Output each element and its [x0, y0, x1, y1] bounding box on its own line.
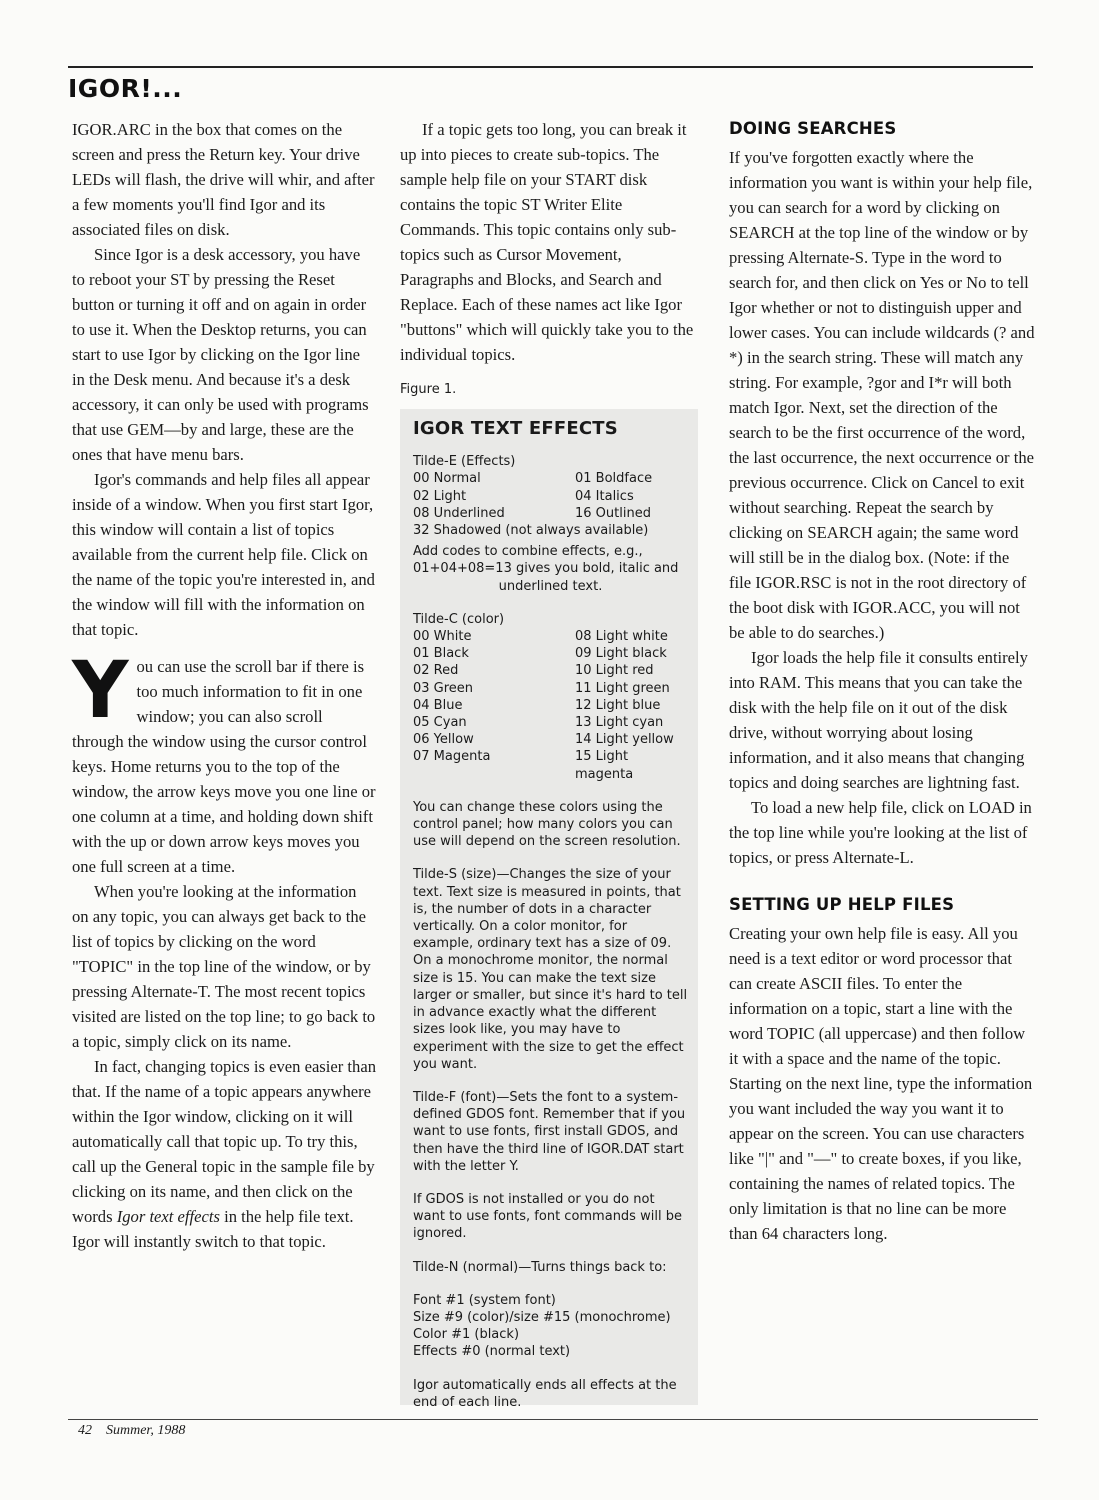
effect-code: 04 Italics — [575, 488, 634, 504]
font-description: Tilde-F (font)—Sets the font to a system-defined GDOS font. Remember that if you want to use fonts, first install GDOS, and then have the third line of IGOR.DAT start with the letter Y. — [413, 1089, 686, 1174]
page-footer — [78, 1423, 199, 1439]
color-code: 01 Black — [413, 646, 469, 662]
color-row — [413, 714, 688, 731]
color-code: 04 Blue — [413, 697, 463, 713]
size-description: Tilde-S (size)—Changes the size of your text. Text size is measured in points, that is, the number of dots in a character vertically. On a color monitor, for example, ordinary text has a size of 09. On a monochrome monitor, the normal size is 15. You can make the text size larger or smaller, but since it's hard to tell in advance exactly what the different sizes look like, you may have to experiment with the size to get the effect you want. — [413, 867, 688, 1072]
color-code: 15 Light magenta — [575, 749, 634, 782]
text-effects-sidebar — [400, 409, 698, 1410]
paragraph: If you've forgotten exactly where the information you want is within your help file, you can search for a word by clicking on SEARCH at the top line of the window or by pressing Alternate-S. Type in the word to search for, and then click on Yes or No to tell Igor whether or not to distinguish upper and lower cases. You can include wildcards (? and *) in the search string. These will match any string. For example, ?gor and I*r will both match Igor. Next, set the direction of the search to be the first occurrence of the word, the last occurrence, the next occurrence or the previous occurrence. Click on Cancel to exit without searching. Repeat the search by clicking on SEARCH again; the same word will still be in the dialog box. (Note: if the file IGOR.RSC is not in the root directory of the boot disk with IGOR.ACC, you will not be able to do searches.) — [729, 148, 1035, 642]
paragraph — [72, 1054, 376, 1254]
color-row — [413, 662, 688, 679]
paragraph: Creating your own help file is easy. All you need is a text editor or word processor that can create ASCII files. To enter the information on a topic, start a line with the word TOPIC (all uppercase) and then follow it with a space and the name of the topic. Starting on the next line, type the information you want included the way you want it to appear on the screen. You can use characters like "|" and "—" to create boxes, if you like, containing the names of related topics. The only limitation is that no line can be more than 64 characters long. — [729, 924, 1033, 1243]
color-code: 06 Yellow — [413, 732, 474, 748]
normal-list-item: Font #1 (system font) — [413, 1292, 556, 1308]
paragraph: To load a new help file, click on LOAD in the top line while you're looking at the list of topics, or press Alternate-L. — [729, 798, 1032, 867]
color-code: 13 Light cyan — [575, 715, 664, 731]
color-code: 09 Light black — [575, 646, 667, 662]
color-code: 02 Red — [413, 663, 459, 679]
gdos-note: If GDOS is not installed or you do not want to use fonts, font commands will be ignored. — [413, 1191, 682, 1242]
effect-code: 01 Boldface — [575, 471, 653, 487]
effects-row — [413, 488, 688, 505]
combine-line: underlined text. — [498, 578, 603, 594]
effect-code: 08 Underlined — [413, 505, 505, 521]
color-code: 14 Light yellow — [575, 732, 674, 748]
page-title: IGOR!... — [68, 74, 183, 103]
color-note: You can change these colors using the control panel; how many colors you can use will depend on the screen resolution. — [413, 799, 681, 850]
effect-code: 02 Light — [413, 488, 467, 504]
effects-row — [413, 505, 688, 522]
dropcap-paragraph-text: ou can use the scroll bar if there is too much information to fit in one window; you can also scroll through the window using the cursor control keys. Home returns you to the top of the window, the arrow keys move you one line or one column at a time, and holding down shift with the up or down arrow keys moves you one full screen at a time. — [72, 657, 376, 876]
color-code: 12 Light blue — [575, 697, 661, 713]
column-3 — [729, 116, 1035, 1246]
section-heading-help-files: SETTING UP HELP FILES — [729, 895, 955, 914]
paragraph: IGOR.ARC in the box that comes on the screen and press the Return key. Your drive LEDs will flash, the drive will whir, and after a few moments you'll find Igor and its associated files on disk. — [72, 120, 375, 239]
effects-block — [413, 453, 688, 539]
paragraph: When you're looking at the information on any topic, you can always get back to the list of topics by clicking on the word "TOPIC" in the top line of the window, or by pressing Alternate-T. The most recent topics visited are listed on the top line; to go back to a topic, simply click on its name. — [72, 882, 376, 1051]
color-code: 10 Light red — [575, 663, 654, 679]
color-heading: Tilde-C (color) — [413, 611, 505, 627]
section-heading-searches: DOING SEARCHES — [729, 119, 897, 138]
dropcap-paragraph — [72, 646, 376, 879]
combine-line: Add codes to combine effects, e.g., — [413, 544, 643, 560]
color-row — [413, 645, 688, 662]
color-code: 03 Green — [413, 680, 474, 696]
column-1 — [72, 117, 376, 1254]
bottom-rule — [68, 1419, 1038, 1420]
color-row — [413, 628, 688, 645]
paragraph: If a topic gets too long, you can break it up into pieces to create sub-topics. The sample help file on your START disk contains the topic ST Writer Elite Commands. This topic contains only sub-topics such as Cursor Movement, Paragraphs and Blocks, and Search and Replace. Each of these names act like Igor "buttons" which will quickly take you to the individual topics. — [400, 120, 694, 364]
page-number: 42 — [78, 1423, 92, 1438]
issue-date: Summer, 1988 — [106, 1423, 186, 1438]
color-code: 00 White — [413, 629, 472, 645]
normal-list-item: Color #1 (black) — [413, 1327, 520, 1343]
color-row — [413, 680, 688, 697]
column-2 — [400, 117, 696, 367]
effect-code: 16 Outlined — [575, 505, 651, 521]
combine-block — [413, 543, 688, 595]
dropcap-letter: Y — [72, 646, 129, 736]
sidebar-title: IGOR TEXT EFFECTS — [413, 418, 618, 439]
effects-last-line: 32 Shadowed (not always available) — [413, 523, 649, 539]
combine-line: 01+04+08=13 gives you bold, italic and — [413, 561, 679, 577]
figure-label: Figure 1. — [400, 382, 457, 397]
effects-heading: Tilde-E (Effects) — [413, 454, 516, 470]
color-row — [413, 731, 688, 748]
end-note: Igor automatically ends all effects at the end of each line. — [413, 1377, 677, 1410]
color-block — [413, 611, 688, 783]
normal-list-item: Effects #0 (normal text) — [413, 1344, 571, 1360]
color-code: 11 Light green — [575, 680, 670, 696]
color-row — [413, 748, 688, 782]
top-rule — [68, 66, 1033, 68]
effect-code: 00 Normal — [413, 471, 481, 487]
paragraph-text: in the help file text. Igor will instantly switch to that topic. — [72, 1207, 354, 1251]
color-row — [413, 697, 688, 714]
paragraph-text: In fact, changing topics is even easier than that. If the name of a topic appears anywhere within the Igor window, clicking on it will automatically call that topic up. To try this, call up the General topic in the sample file by clicking on its name, and then click on the words — [72, 1057, 376, 1226]
effects-row — [413, 470, 688, 487]
normal-heading: Tilde-N (normal)—Turns things back to: — [413, 1259, 667, 1275]
color-code: 08 Light white — [575, 629, 668, 645]
paragraph: Igor loads the help file it consults entirely into RAM. This means that you can take the disk with the help file on it out of the disk drive, without worrying about losing information, and it also means that changing topics and doing searches are lightning fast. — [729, 648, 1028, 792]
normal-list — [413, 1292, 688, 1361]
paragraph: Igor's commands and help files all appear inside of a window. When you first start Igor, this window will contain a list of topics available from the current help file. Click on the name of the topic you're interested in, and the window will fill with the information on that topic. — [72, 470, 375, 639]
paragraph: Since Igor is a desk accessory, you have to reboot your ST by pressing the Reset button or turning it off and on again in order to use it. When the Desktop returns, you can start to use Igor by clicking on the Igor line in the Desk menu. And because it's a desk accessory, it can only be used with programs that use GEM—by and large, these are the ones that have menu bars. — [72, 245, 369, 464]
color-code: 05 Cyan — [413, 715, 467, 731]
emphasis-text: Igor text effects — [116, 1207, 220, 1226]
normal-list-item: Size #9 (color)/size #15 (monochrome) — [413, 1309, 671, 1325]
color-code: 07 Magenta — [413, 749, 491, 765]
